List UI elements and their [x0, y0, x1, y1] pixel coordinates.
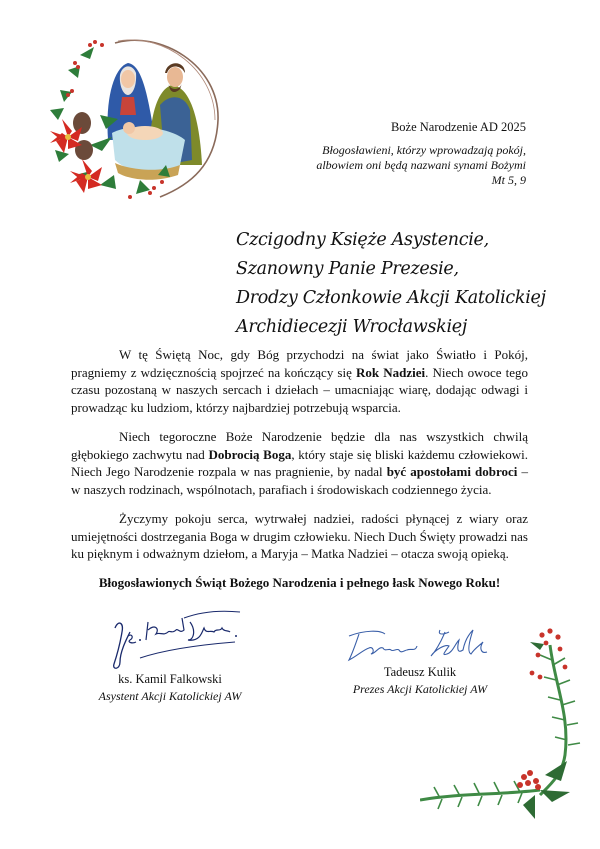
quote-line-1: Błogosławieni, którzy wprowadzają pokój,	[322, 143, 526, 157]
paragraph-1: W tę Świętą Noc, gdy Bóg przychodzi na świat jako Światło i Pokój, pragniemy z wdzięcznością spojrzeć na kończący się Rok Nadziei. Niech owoce tego czasu pozostaną w naszych sercach i dziełach – umacniając wiarę, dodając odwagi i prowadząc ku ludziom, którzy najbardziej potrzebują wsparcia.	[71, 347, 529, 415]
salutation-line: Szanowny Panie Prezesie,	[236, 259, 459, 279]
signer-name: ks. Kamil Falkowski	[118, 672, 222, 686]
nativity-illustration	[20, 15, 220, 200]
emphasis: być apostołami dobroci	[386, 464, 518, 479]
paragraph-3: Życzymy pokoju serca, wytrwałej nadziei, radości płynącej z wiary oraz umiejętności dostrzegania Boga w drugim człowieku. Niech Duch Święty prowadzi nas ku pięknym i odważnym dziełom, a Maryja – Matka Nadziei – otacza swoją opieką.	[71, 511, 528, 561]
bible-quote	[316, 143, 526, 188]
closing-wish: Błogosławionych Świąt Bożego Narodzenia i pełnego łask Nowego Roku!	[98, 575, 501, 590]
signer-name: Tadeusz Kulik	[383, 665, 457, 679]
signer-role: Prezes Akcji Katolickiej AW	[352, 682, 488, 696]
salutation-line: Czcigodny Księże Asystencie,	[236, 230, 489, 250]
salutation	[236, 226, 546, 342]
signature-falkowski	[80, 671, 260, 705]
signer-role: Asystent Akcji Katolickiej AW	[98, 689, 242, 703]
paragraph-2: Niech tegoroczne Boże Narodzenie będzie dla nas wszystkich chwilą głębokiego zachwytu nad Dobrocią Boga, który staje się bliski każdemu człowiekowi. Niech Jego Narodzenie rozpala w nas pragnienie, by nadal być apostołami dobroci – w naszych rodzinach, wspólnotach, parafiach i środowiskach codziennego życia.	[71, 429, 528, 497]
letter-body	[71, 346, 528, 575]
emphasis: Rok Nadziei	[355, 364, 426, 380]
emphasis: Dobrocią Boga	[208, 446, 292, 462]
quote-reference: Mt 5, 9	[491, 173, 526, 187]
quote-line-2: albowiem oni będą nazwani synami Bożymi	[316, 158, 526, 172]
salutation-line: Drodzy Członkowie Akcji Katolickiej	[236, 288, 546, 308]
salutation-line: Archidiecezji Wrocławskiej	[236, 317, 467, 337]
date-line: Boże Narodzenie AD 2025	[390, 120, 526, 134]
holly-garland-corner	[420, 625, 600, 825]
signature-image-falkowski	[110, 610, 250, 672]
